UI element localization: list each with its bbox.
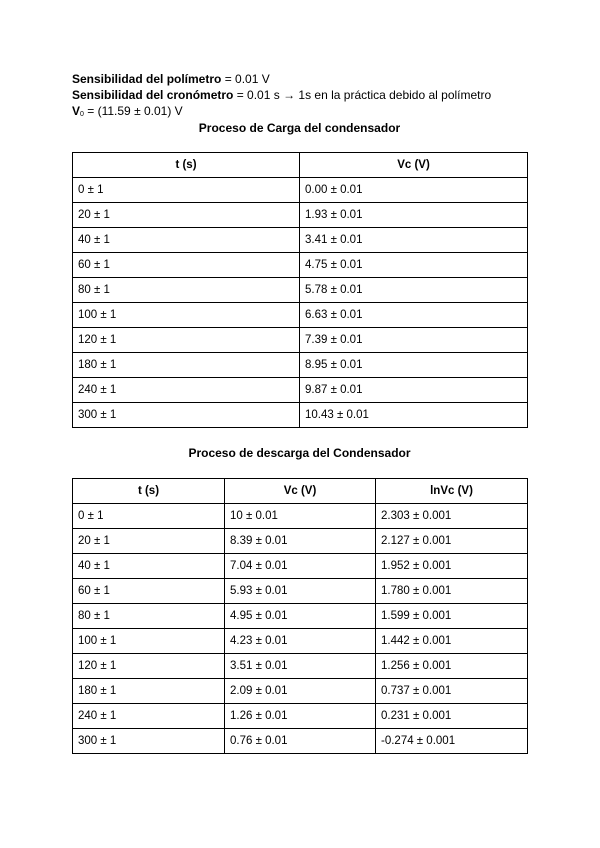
time-cell: 240 ± 1	[73, 704, 225, 729]
voltage-cell: 7.39 ± 0.01	[300, 328, 528, 353]
voltage-cell: 10.43 ± 0.01	[300, 403, 528, 428]
time-cell: 300 ± 1	[73, 403, 300, 428]
time-cell: 100 ± 1	[73, 629, 225, 654]
time-cell: 40 ± 1	[73, 228, 300, 253]
voltage-cell: 4.95 ± 0.01	[225, 604, 376, 629]
time-cell: 0 ± 1	[73, 504, 225, 529]
discharge-header-voltage: Vc (V)	[225, 479, 376, 504]
log-voltage-cell: 2.127 ± 0.001	[376, 529, 528, 554]
time-cell: 40 ± 1	[73, 554, 225, 579]
multimeter-sensitivity-label: Sensibilidad del polímetro	[72, 72, 222, 86]
voltage-cell: 3.51 ± 0.01	[225, 654, 376, 679]
time-cell: 120 ± 1	[73, 328, 300, 353]
log-voltage-cell: 1.442 ± 0.001	[376, 629, 528, 654]
charge-header-time: t (s)	[73, 153, 300, 178]
voltage-cell: 0.76 ± 0.01	[225, 729, 376, 754]
log-voltage-cell: 2.303 ± 0.001	[376, 504, 528, 529]
log-voltage-cell: 1.780 ± 0.001	[376, 579, 528, 604]
voltage-cell: 10 ± 0.01	[225, 504, 376, 529]
time-cell: 60 ± 1	[73, 579, 225, 604]
time-cell: 60 ± 1	[73, 253, 300, 278]
table-row	[73, 504, 528, 529]
time-cell: 180 ± 1	[73, 679, 225, 704]
voltage-cell: 1.26 ± 0.01	[225, 704, 376, 729]
time-cell: 180 ± 1	[73, 353, 300, 378]
log-voltage-cell: 1.599 ± 0.001	[376, 604, 528, 629]
table-row	[73, 629, 528, 654]
discharge-table	[72, 478, 528, 754]
charge-header-voltage: Vc (V)	[300, 153, 528, 178]
voltage-cell: 7.04 ± 0.01	[225, 554, 376, 579]
time-cell: 20 ± 1	[73, 203, 300, 228]
measurement-header	[72, 71, 491, 123]
initial-voltage-line	[72, 103, 491, 123]
table-row	[73, 328, 528, 353]
time-cell: 120 ± 1	[73, 654, 225, 679]
stopwatch-sensitivity-label: Sensibilidad del cronómetro	[72, 88, 234, 102]
log-voltage-cell: 1.256 ± 0.001	[376, 654, 528, 679]
table-row	[73, 353, 528, 378]
table-row	[73, 604, 528, 629]
log-voltage-cell: -0.274 ± 0.001	[376, 729, 528, 754]
voltage-cell: 2.09 ± 0.01	[225, 679, 376, 704]
voltage-cell: 8.95 ± 0.01	[300, 353, 528, 378]
voltage-cell: 1.93 ± 0.01	[300, 203, 528, 228]
table-row	[73, 654, 528, 679]
voltage-cell: 4.23 ± 0.01	[225, 629, 376, 654]
table-row	[73, 554, 528, 579]
time-cell: 0 ± 1	[73, 178, 300, 203]
voltage-cell: 5.78 ± 0.01	[300, 278, 528, 303]
table-row	[73, 579, 528, 604]
table-row	[73, 278, 528, 303]
multimeter-sensitivity-line	[72, 71, 491, 87]
discharge-header-log-voltage: lnVc (V)	[376, 479, 528, 504]
table-row	[73, 403, 528, 428]
discharge-table-title: Proceso de descarga del Condensador	[188, 446, 411, 460]
table-row	[73, 378, 528, 403]
table-row	[73, 679, 528, 704]
charge-table-header-row	[73, 153, 528, 178]
table-row	[73, 303, 528, 328]
stopwatch-sensitivity-value: = 0.01 s → 1s en la práctica debido al polímetro	[233, 88, 492, 102]
table-row	[73, 529, 528, 554]
table-row	[73, 253, 528, 278]
time-cell: 80 ± 1	[73, 278, 300, 303]
table-row	[73, 228, 528, 253]
multimeter-sensitivity-value: = 0.01 V	[221, 72, 270, 86]
table-row	[73, 704, 528, 729]
table-row	[73, 203, 528, 228]
time-cell: 300 ± 1	[73, 729, 225, 754]
voltage-cell: 8.39 ± 0.01	[225, 529, 376, 554]
initial-voltage-subscript: 0	[80, 111, 84, 118]
voltage-cell: 5.93 ± 0.01	[225, 579, 376, 604]
log-voltage-cell: 1.952 ± 0.001	[376, 554, 528, 579]
voltage-cell: 4.75 ± 0.01	[300, 253, 528, 278]
charge-table-title: Proceso de Carga del condensador	[198, 121, 401, 135]
time-cell: 20 ± 1	[73, 529, 225, 554]
discharge-header-time: t (s)	[73, 479, 225, 504]
discharge-table-header-row	[73, 479, 528, 504]
initial-voltage-value: = (11.59 ± 0.01) V	[83, 104, 183, 118]
voltage-cell: 3.41 ± 0.01	[300, 228, 528, 253]
time-cell: 100 ± 1	[73, 303, 300, 328]
table-row	[73, 178, 528, 203]
log-voltage-cell: 0.737 ± 0.001	[376, 679, 528, 704]
voltage-cell: 0.00 ± 0.01	[300, 178, 528, 203]
time-cell: 240 ± 1	[73, 378, 300, 403]
log-voltage-cell: 0.231 ± 0.001	[376, 704, 528, 729]
initial-voltage-label: V	[72, 104, 81, 118]
voltage-cell: 9.87 ± 0.01	[300, 378, 528, 403]
table-row	[73, 729, 528, 754]
time-cell: 80 ± 1	[73, 604, 225, 629]
voltage-cell: 6.63 ± 0.01	[300, 303, 528, 328]
stopwatch-sensitivity-line	[72, 87, 491, 103]
charge-table	[72, 152, 528, 428]
